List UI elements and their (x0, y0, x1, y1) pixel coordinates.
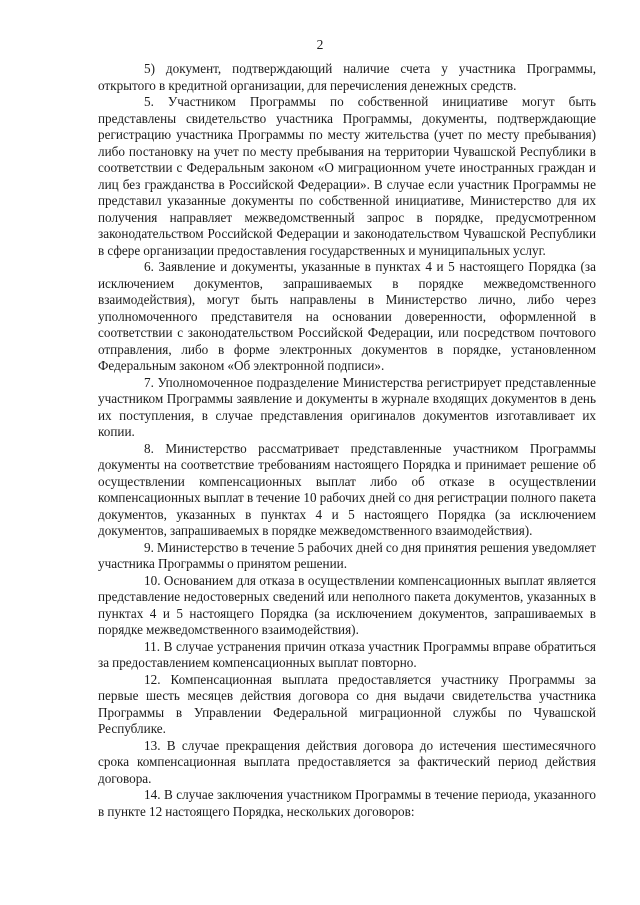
paragraph-8: 8. Министерство рассматривает представленные участником Программы документы на соответствие требованиям настоящего Порядка и принимает решение об осуществлении компенсационных выплат либо об отказе в осуществлении компенсационных выплат в течение 10 рабочих дней со дня регистрации полного пакета документов, указанных в пунктах 4 и 5 настоящего Порядка (за исключением документов, запрашиваемых в порядке межведомственного взаимодействия). (98, 440, 596, 538)
paragraph-9: 9. Министерство в течение 5 рабочих дней со дня принятия решения уведомляет участника Программы о принятом решении. (98, 539, 596, 571)
page-number: 2 (316, 37, 324, 52)
paragraph-12: 12. Компенсационная выплата предоставляется участнику Программы за первые шесть месяцев действия договора со дня выдачи свидетельства участника Программы в Управлении Федеральной миграционной службы по Чувашской Республике. (98, 671, 596, 736)
paragraph-item-5-5: 5) документ, подтверждающий наличие счета у участника Программы, открытого в кредитной организации, для перечисления денежных средств. (98, 61, 596, 93)
paragraph-10: 10. Основанием для отказа в осуществлении компенсационных выплат является представление недостоверных сведений или неполного пакета документов, указанных в пунктах 4 и 5 настоящего Порядка (за исключением документов, запрашиваемых в порядке межведомственного взаимодействия). (98, 572, 596, 637)
paragraph-7: 7. Уполномоченное подразделение Министерства регистрирует представленные участником Программы заявление и документы в журнале входящих документов в день их поступления, в случае представления оригиналов документов изготавливает их копии. (98, 374, 596, 439)
paragraph-14: 14. В случае заключения участником Программы в течение периода, указанного в пункте 12 настоящего Порядка, нескольких договоров: (98, 787, 596, 819)
paragraph-13: 13. В случае прекращения действия договора до истечения шестимесячного срока компенсационная выплата предоставляется за фактический период действия договора. (98, 737, 596, 786)
document-body (98, 61, 596, 820)
paragraph-11: 11. В случае устранения причин отказа участник Программы вправе обратиться за предоставлением компенсационных выплат повторно. (98, 638, 596, 670)
paragraph-6: 6. Заявление и документы, указанные в пунктах 4 и 5 настоящего Порядка (за исключением документов, запрашиваемых в порядке межведомственного взаимодействия), могут быть направлены в Министерство лично, либо через уполномоченного представителя на основании доверенности, оформленной в соответствии с законодательством Российской Федерации, или посредством почтового отправления, либо в форме электронных документов в порядке, установленном Федеральным законом «Об электронной подписи». (98, 259, 596, 373)
paragraph-5: 5. Участником Программы по собственной инициативе могут быть представлены свидетельство участника Программы, документы, подтверждающие регистрацию участника Программы по месту жительства (учет по месту пребывания) либо постановку на учет по месту пребывания на территории Чувашской Республики в соответствии с Федеральным законом «О миграционном учете иностранных граждан и лиц без гражданства в Российской Федерации». В случае если участник Программы не представил указанные документы по собственной инициативе, Министерство для их получения направляет межведомственный запрос в порядке, предусмотренном законодательством Российской Федерации и законодательством Чувашской Республики в сфере организации предоставления государственных и муниципальных услуг. (98, 94, 596, 258)
